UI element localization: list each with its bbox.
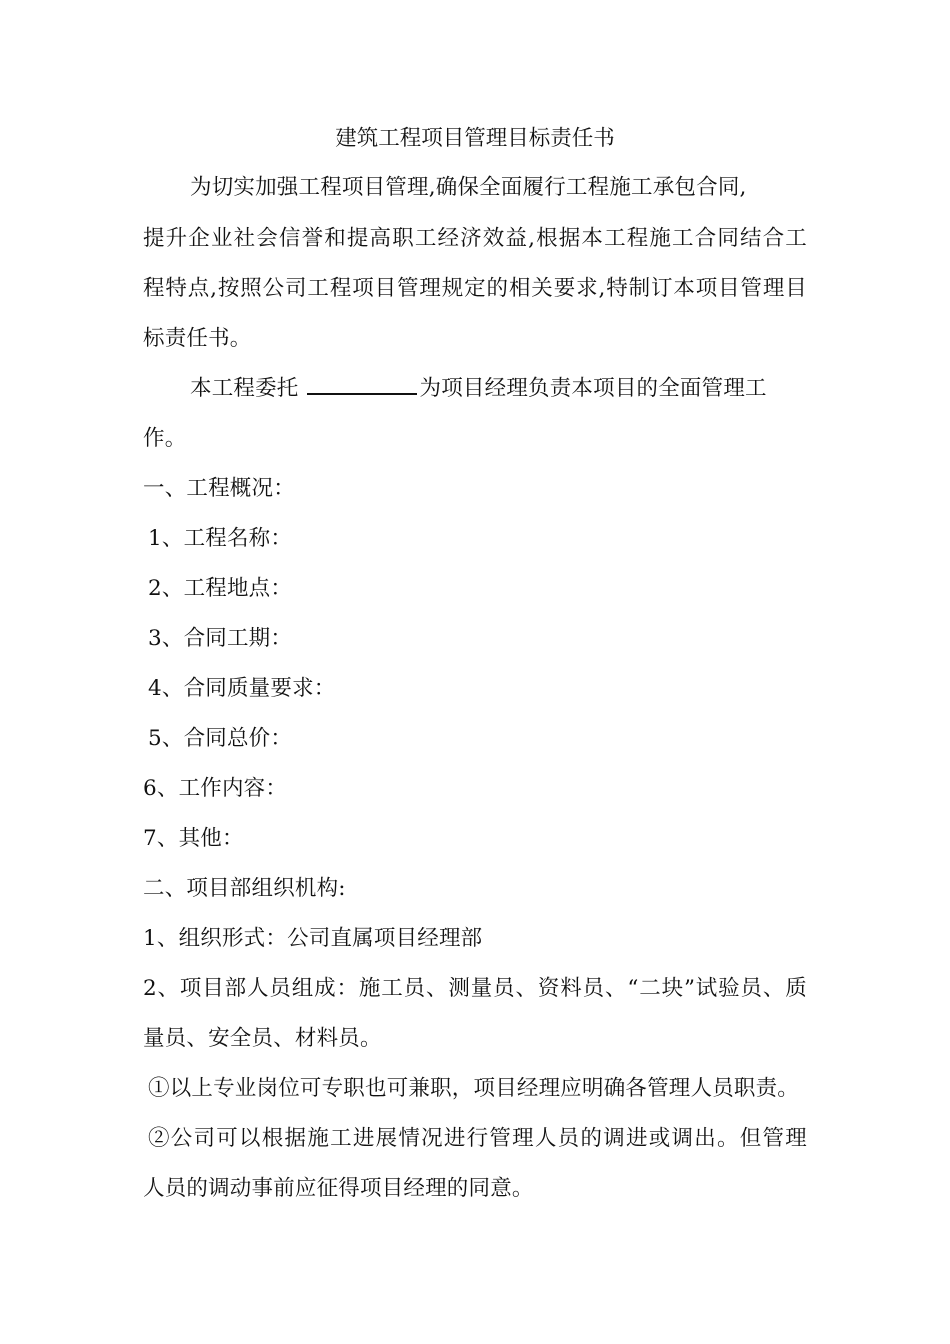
overview-item: 7、其他： — [143, 826, 244, 851]
intro-line-4: 标责任书。 — [143, 326, 252, 351]
overview-item: 2、工程地点： — [148, 576, 293, 601]
appointment-line — [190, 374, 767, 404]
appointment-line-2: 作。 — [143, 426, 187, 451]
overview-item: 6、工作内容： — [143, 776, 288, 801]
appointment-before-text: 本工程委托 — [190, 376, 299, 401]
staff-composition-line-1: 2、项目部人员组成：施工员、测量员、资料员、“二块”试验员、质 — [143, 976, 807, 1001]
org-form-item: 1、组织形式：公司直属项目经理部 — [143, 926, 483, 951]
overview-item: 3、合同工期： — [148, 626, 293, 651]
note-2-line-2: 人员的调动事前应征得项目经理的同意。 — [143, 1176, 534, 1201]
staff-composition-line-2: 量员、安全员、材料员。 — [143, 1026, 382, 1051]
intro-line-3: 程特点,按照公司工程项目管理规定的相关要求,特制订本项目管理目 — [143, 276, 807, 301]
intro-line-1: 为切实加强工程项目管理,确保全面履行工程施工承包合同, — [190, 175, 747, 200]
overview-item: 5、合同总价： — [148, 726, 293, 751]
note-1: ①以上专业岗位可专职也可兼职，项目经理应明确各管理人员职责。 — [148, 1076, 800, 1101]
document-title: 建筑工程项目管理目标责任书 — [335, 126, 615, 151]
overview-item: 1、工程名称： — [148, 526, 293, 551]
intro-line-2: 提升企业社会信誉和提高职工经济效益,根据本工程施工合同结合工 — [143, 226, 807, 251]
appointment-after-text: 为项目经理负责本项目的全面管理工 — [419, 376, 767, 401]
overview-item: 4、合同质量要求： — [148, 676, 336, 701]
project-manager-blank — [307, 375, 417, 395]
note-2-line-1: ②公司可以根据施工进展情况进行管理人员的调进或调出。但管理 — [148, 1126, 807, 1151]
section1-heading: 一、工程概况： — [143, 476, 295, 501]
section2-heading: 二、项目部组织机构: — [143, 876, 346, 901]
